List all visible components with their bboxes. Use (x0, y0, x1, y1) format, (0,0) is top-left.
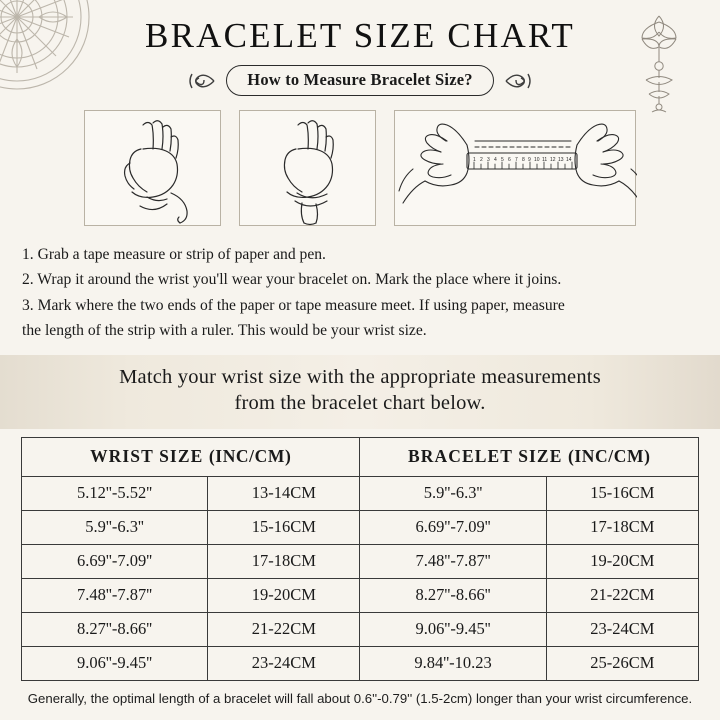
header-wrist-size (22, 437, 360, 476)
cell-bracelet-inch: 8.27''-8.66'' (360, 578, 546, 612)
flourish-left-icon (186, 70, 216, 92)
cell-bracelet-cm: 15-16CM (546, 476, 698, 510)
cell-bracelet-cm: 21-22CM (546, 578, 698, 612)
svg-text:4: 4 (494, 157, 497, 163)
illustration-step3 (394, 110, 636, 226)
instruction-step-2: 2. Wrap it around the wrist you'll wear your bracelet on. Mark the place where it joins. (22, 271, 562, 289)
cell-bracelet-inch: 9.06''-9.45'' (360, 612, 546, 646)
header-bracelet-size (360, 437, 699, 476)
table-row (22, 544, 699, 578)
subtitle-pill: How to Measure Bracelet Size? (226, 65, 493, 96)
flourish-right-icon (504, 70, 534, 92)
header-wrist-label: WRIST SIZE (90, 446, 204, 467)
svg-text:11: 11 (542, 157, 548, 163)
table-row (22, 578, 699, 612)
cell-bracelet-inch: 5.9''-6.3'' (360, 476, 546, 510)
svg-text:5: 5 (501, 157, 504, 163)
svg-text:14: 14 (566, 157, 572, 163)
illustration-step1 (84, 110, 221, 226)
cell-wrist-inch: 6.69''-7.09'' (22, 544, 208, 578)
table-row (22, 646, 699, 680)
match-banner-line-1: Match your wrist size with the appropriate measurements (119, 366, 601, 388)
cell-wrist-cm: 17-18CM (208, 544, 360, 578)
size-table (21, 437, 699, 681)
cell-wrist-inch: 9.06''-9.45'' (22, 646, 208, 680)
svg-text:3: 3 (487, 157, 490, 163)
svg-text:10: 10 (534, 157, 540, 163)
hand-with-tape-icon (85, 111, 222, 227)
hands-ruler-measure-icon (395, 111, 637, 227)
cell-bracelet-cm: 19-20CM (546, 544, 698, 578)
illustration-row (0, 110, 720, 226)
illustration-step2 (239, 110, 376, 226)
svg-text:9: 9 (528, 157, 531, 163)
cell-bracelet-inch: 9.84''-10.23 (360, 646, 546, 680)
svg-text:8: 8 (522, 157, 525, 163)
instruction-step-3-cont: the length of the strip with a ruler. This would be your wrist size. (22, 321, 427, 339)
hand-wrapped-tape-icon (240, 111, 377, 227)
cell-wrist-inch: 8.27''-8.66'' (22, 612, 208, 646)
match-banner-line-2: from the bracelet chart below. (234, 391, 486, 414)
page-title: BRACELET SIZE CHART (145, 16, 575, 55)
svg-text:2: 2 (480, 157, 483, 163)
cell-wrist-cm: 19-20CM (208, 578, 360, 612)
cell-wrist-cm: 23-24CM (208, 646, 360, 680)
cell-wrist-cm: 13-14CM (208, 476, 360, 510)
cell-bracelet-cm: 23-24CM (546, 612, 698, 646)
table-row (22, 612, 699, 646)
table-row (22, 510, 699, 544)
subtitle-row (0, 65, 720, 96)
table-row (22, 476, 699, 510)
header-bracelet-unit: (INC/CM) (567, 446, 651, 467)
cell-bracelet-inch: 6.69''-7.09'' (360, 510, 546, 544)
cell-bracelet-cm: 17-18CM (546, 510, 698, 544)
svg-text:1: 1 (473, 157, 476, 163)
svg-text:13: 13 (558, 157, 564, 163)
svg-text:6: 6 (508, 157, 511, 163)
instruction-step-3: 3. Mark where the two ends of the paper or tape measure meet. If using paper, measure (22, 296, 565, 314)
cell-bracelet-inch: 7.48''-7.87'' (360, 544, 546, 578)
cell-wrist-inch: 5.9''-6.3'' (22, 510, 208, 544)
match-banner (0, 355, 720, 429)
cell-wrist-cm: 15-16CM (208, 510, 360, 544)
instruction-steps (22, 242, 698, 343)
instruction-step-1: 1. Grab a tape measure or strip of paper and pen. (22, 246, 326, 263)
table-header-row (22, 437, 699, 476)
cell-bracelet-cm: 25-26CM (546, 646, 698, 680)
cell-wrist-cm: 21-22CM (208, 612, 360, 646)
header-wrist-unit: (INC/CM) (208, 446, 292, 467)
footnote: Generally, the optimal length of a bracelet will fall about 0.6''-0.79'' (1.5-2cm) longer than your wrist circumference. (27, 690, 693, 706)
header-bracelet-label: BRACELET SIZE (407, 446, 563, 467)
svg-text:7: 7 (515, 157, 518, 163)
cell-wrist-inch: 7.48''-7.87'' (22, 578, 208, 612)
svg-text:12: 12 (550, 157, 556, 163)
cell-wrist-inch: 5.12''-5.52'' (22, 476, 208, 510)
